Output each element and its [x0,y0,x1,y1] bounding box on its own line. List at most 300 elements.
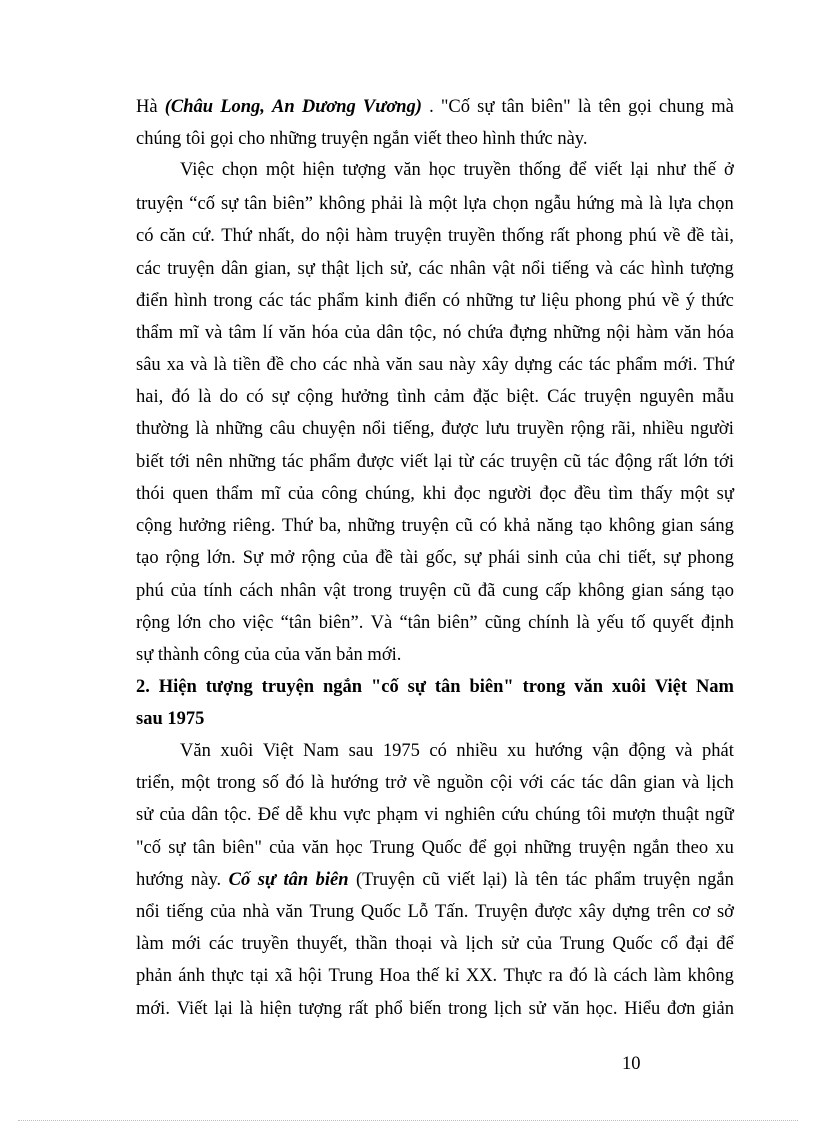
word: (Truyện [355,870,415,890]
word: làm [136,934,164,954]
word: phẩm [616,355,658,375]
word: để [716,934,734,954]
word: mà [620,194,644,214]
word: căn [159,226,186,246]
word: triển, [136,773,175,793]
word: sự [220,194,239,214]
word: lịch [465,934,494,954]
word: về [662,226,681,246]
word: "cố [370,677,399,697]
word: sự [663,548,681,568]
text-line [136,225,734,247]
word: sự [168,838,186,858]
word: tác [281,452,304,472]
word: và [681,773,700,793]
word: được [441,419,479,439]
word: và [190,355,208,375]
text-line [136,901,734,923]
word: cách [239,581,274,601]
word: mĩ [179,323,199,343]
word: của [342,548,369,568]
text-line [136,772,734,794]
word: chính [528,613,570,633]
word: mẫu [702,387,734,407]
word: đều [573,484,601,504]
word: nhà [353,355,380,375]
word: là [577,97,592,117]
word: một [428,194,458,214]
word: sự [297,259,315,279]
word: sử, [390,259,412,279]
word: về [661,291,680,311]
word: văn [394,160,421,180]
word: truyền [241,934,289,954]
word: văn [278,323,306,343]
word: phú [627,291,656,311]
word: dân [376,323,404,343]
text-line [136,547,734,569]
word: cộng [136,516,172,536]
text-line [136,451,734,473]
word: chung [658,97,705,117]
word: phong [576,226,623,246]
word: hứng [576,194,615,214]
word: lại [630,160,649,180]
word: vật [492,259,516,279]
word: hóa [311,323,339,343]
word: nổi [136,902,160,922]
word: viết [400,452,428,472]
word: Cố [228,870,251,890]
word: tiếng [551,259,589,279]
word: có [136,226,154,246]
word: quyết [652,613,694,633]
word: đặc [472,387,499,407]
word: mới. [663,355,698,375]
word: hướng [535,741,583,761]
word: tác [289,291,312,311]
word: tượng [690,259,734,279]
text-line [136,193,734,215]
word: truyện [167,259,215,279]
word: tên [598,97,621,117]
word: những [466,291,514,311]
word: chọn [697,194,734,214]
word: các [136,259,161,279]
word: ba, [319,516,342,536]
word: một [265,160,295,180]
word: phát [702,741,734,761]
word: và [675,741,693,761]
word: dựng [514,355,553,375]
word: Tấn. [434,902,469,922]
word: phải [371,194,404,214]
word: thuật [662,805,700,825]
word: các [208,934,234,954]
word: xã [274,966,293,986]
word: hướng [136,870,184,890]
word: các [558,355,583,375]
word: sự [257,870,276,890]
word: sau [348,741,374,761]
word: nó [442,323,462,343]
word: không [687,966,734,986]
word: sự [464,548,482,568]
word: xu [715,838,734,858]
word: lại [214,999,233,1019]
word: Long, [220,97,265,117]
word: đã [477,581,496,601]
word: khu [309,805,337,825]
word: quen [172,484,209,504]
word: gian [643,773,676,793]
word: tân [283,870,309,890]
word: của [210,902,236,922]
word: ngữ [705,805,734,825]
word: rộng [570,419,605,439]
word: kinh [365,291,398,311]
word: hóa [707,323,734,343]
word: tôi [586,805,607,825]
word: cội [490,773,513,793]
word: sử [528,999,546,1019]
word: Viết [176,999,208,1019]
word: thức [701,291,734,311]
word: tân [501,97,525,117]
word: lịch [706,773,734,793]
text-line [136,708,204,730]
word: mới [171,934,201,954]
word: các [479,452,505,472]
text-line [136,258,734,280]
word: Truyện [475,902,528,922]
word: (Châu [164,97,214,117]
word: Việc [180,160,214,180]
word: xây [481,355,509,375]
word: Việt [262,741,294,761]
word: được [356,452,394,472]
word: cổ [660,934,678,954]
word: cũng [484,613,521,633]
word: và [440,934,458,954]
word: Hiểu [624,999,661,1019]
word: thực [211,966,244,986]
word: nội [326,226,350,246]
word: lựa [463,194,487,214]
word: truyện [136,194,184,214]
word: ngắn [633,838,670,858]
word: động [628,741,666,761]
word: Quốc [612,934,653,954]
word: truyền [463,160,511,180]
word: ở [724,160,734,180]
word: các [322,355,348,375]
word: Hà [136,97,158,117]
word: cấp [545,581,572,601]
word: gian [631,581,664,601]
word: truyện [643,870,691,890]
text-line [136,322,734,344]
word: Quốc [421,838,462,858]
word: khả [503,516,531,536]
word: chứa [467,323,504,343]
word: chọn [221,160,258,180]
word: sáng [700,516,734,536]
word: hội [298,966,323,986]
word: đó [569,966,588,986]
word: là [213,355,227,375]
text-line [136,483,734,505]
word: mới. [136,999,170,1019]
word: tác [581,773,604,793]
word: sau [418,355,444,375]
word: tượng [342,160,386,180]
word: Thứ [703,355,734,375]
word: biên" [531,97,571,117]
text-run: sau 1975 [136,709,205,729]
word: có [442,291,460,311]
word: nhiều [456,741,498,761]
word: trên [656,902,686,922]
word: cũ [455,516,473,536]
word: Quốc [360,902,401,922]
word: biết [136,452,164,472]
word: không [578,581,625,601]
word: điển [136,291,168,311]
word: đại [685,934,709,954]
word: cũ [563,452,582,472]
word: phái [488,548,521,568]
word: người [690,419,734,439]
word: mượn [612,805,656,825]
text-line [136,676,734,698]
word: phong [687,548,734,568]
word: những [347,516,395,536]
word: riêng. [232,516,276,536]
word: lớn [177,613,202,633]
word: một [680,484,709,504]
word: Nam [303,741,340,761]
word: lớn [683,452,708,472]
word: cứu [501,805,529,825]
word: Hoa [379,966,411,986]
word: để [569,160,587,180]
word: chúng [535,805,581,825]
word: xuôi [220,741,254,761]
word: trở [385,773,407,793]
word: "Cố [440,97,471,117]
word: từ [458,452,474,472]
word: tâm [228,323,257,343]
word: của [526,934,553,954]
word: "cố [136,838,162,858]
word: rộng [136,613,170,633]
word: những [553,323,601,343]
word: sáng [670,581,705,601]
word: động [614,452,652,472]
text-line [136,418,734,440]
word: làm [653,966,682,986]
word: phú [628,226,657,246]
word: chọn [492,194,529,214]
word: thẩm [216,484,254,504]
word: tạo [136,548,159,568]
word: XX. [465,966,498,986]
word: có [246,387,264,407]
word: rất [550,226,570,246]
word: Vương) [362,97,422,117]
text-line [136,869,734,891]
word: lại [433,452,453,472]
word: Trung [369,838,415,858]
word: hình [650,259,684,279]
word: Văn [180,741,211,761]
word: Thực [503,966,543,986]
word: biên” [272,194,313,214]
text-line [136,386,734,408]
word: truyền [516,419,564,439]
word: tộc. [224,805,252,825]
word: những [215,419,263,439]
word: lớn. [206,548,236,568]
word: trong [213,291,253,311]
word: người [488,484,532,504]
word: tài [399,548,419,568]
word: tư [519,291,535,311]
word: mở [270,548,295,568]
word: thẩm [136,323,173,343]
word: ánh [178,966,205,986]
word: rãi, [611,419,636,439]
word: đề [686,226,705,246]
word: sinh [527,548,559,568]
word: tài, [710,226,734,246]
word: là [409,194,423,214]
word: năng [536,516,573,536]
word: Thứ [221,226,252,246]
word: văn [552,999,580,1019]
word: đơn [667,999,696,1019]
word: gọi [493,838,518,858]
word: văn [276,902,303,922]
word: tượng [205,677,253,697]
word: rất [658,452,678,472]
word: cơ [692,902,711,922]
word: nhà [242,902,270,922]
word: tiếng [166,902,204,922]
word: dân [191,805,219,825]
word: phẩm [317,291,359,311]
word: điển [404,291,437,311]
word: được [534,902,572,922]
word: theo [676,838,709,858]
text-line [136,965,734,987]
word: Việt [654,677,688,697]
word: truyện [578,838,626,858]
word: Lỗ [407,902,429,922]
word: nhân [449,259,486,279]
word: tượng [298,999,342,1019]
word: khi [422,484,447,504]
word: nguồn [437,773,484,793]
word: hưởng [178,516,227,536]
word: do [219,387,239,407]
word: đó [171,387,190,407]
word: thần [355,934,388,954]
word: những [524,838,572,858]
word: truyền [448,226,496,246]
word: văn [674,323,702,343]
word: hàm [636,323,669,343]
word: giản [702,999,734,1019]
word: là [195,419,209,439]
word: Trung [328,966,373,986]
word: trong [448,999,488,1019]
word: Nam [695,677,734,697]
word: gọi [628,97,652,117]
word: cung [502,581,539,601]
word: tộc, [409,323,437,343]
word: lịch [355,259,384,279]
word: không [608,516,655,536]
word: truyện [510,452,558,472]
word: là [198,387,212,407]
word: ngắn [697,870,734,890]
word: văn [574,677,604,697]
word: vật [323,581,346,601]
word: nội [606,323,631,343]
word: xu [507,741,526,761]
word: kỉ [445,966,460,986]
word: nhân [280,581,317,601]
word: gian [661,516,694,536]
word: tiếng, [392,419,435,439]
word: phổ [374,999,403,1019]
word: truyện [401,516,449,536]
word: Hiện [158,677,197,697]
text-line [136,290,734,312]
word: Trung [560,934,605,954]
word: truyện [584,387,632,407]
word: dân [221,259,248,279]
word: tình [396,387,426,407]
word: phong [575,291,622,311]
word: là [239,999,253,1019]
word: “cố [189,194,215,214]
word: các [550,773,575,793]
word: tạo [579,516,603,536]
word: đề [266,355,284,375]
word: học [335,838,363,858]
text-line [136,612,734,634]
word: tên [535,870,559,890]
word: cũ [422,870,440,890]
word: nhất, [258,226,295,246]
word: tạo [711,581,734,601]
word: tác [587,452,609,472]
text-line [136,998,734,1020]
text-line [136,354,734,376]
word: thống [501,226,544,246]
word: biên [315,870,349,890]
word: cũ [453,581,471,601]
word: để [468,838,487,858]
word: và [204,323,223,343]
word: các [418,259,444,279]
word: tính [203,581,233,601]
word: truyện [399,581,447,601]
word: sự [477,97,495,117]
